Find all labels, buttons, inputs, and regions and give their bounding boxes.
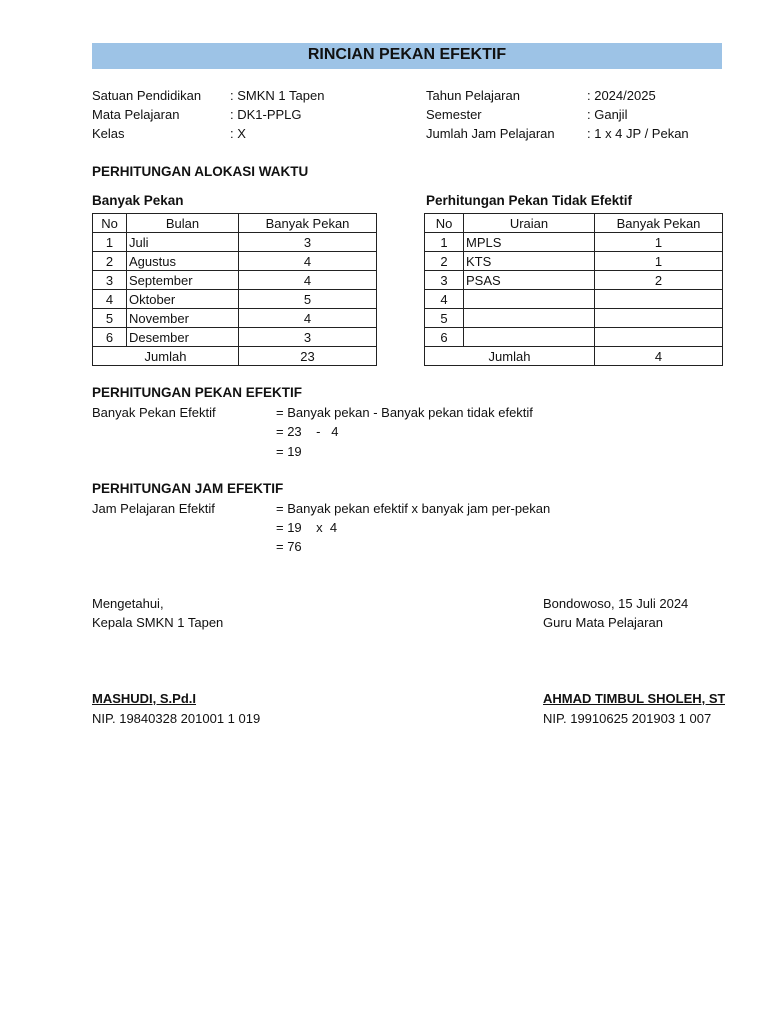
row-no: 6 — [425, 328, 464, 347]
info-label-satuan: Satuan Pendidikan — [92, 88, 202, 103]
info-value-jam: : 1 x 4 JP / Pekan — [587, 126, 689, 141]
sign-right-line2: Guru Mata Pelajaran — [543, 615, 663, 630]
table-row — [425, 309, 723, 328]
table-total-row — [93, 347, 377, 366]
info-label-kelas: Kelas — [92, 126, 125, 141]
row-no: 2 — [93, 252, 127, 271]
info-value-semester: : Ganjil — [587, 107, 628, 122]
row-no: 1 — [93, 233, 127, 252]
tidak-efektif-heading: Perhitungan Pekan Tidak Efektif — [426, 193, 633, 208]
table-row — [425, 290, 723, 309]
row-uraian — [464, 290, 595, 309]
banyak-pekan-table — [92, 213, 377, 366]
pekan-efektif-line: = Banyak pekan - Banyak pekan tidak efektif — [276, 405, 533, 420]
pekan-efektif-line: = 23 - 4 — [276, 424, 339, 439]
row-value: 2 — [595, 271, 723, 290]
row-bulan: Oktober — [127, 290, 239, 309]
row-no: 1 — [425, 233, 464, 252]
sign-right-nip-clip — [543, 711, 725, 729]
table-row — [425, 271, 723, 290]
row-bulan: September — [127, 271, 239, 290]
jam-efektif-heading: PERHITUNGAN JAM EFEKTIF — [92, 481, 284, 496]
jam-efektif-line: = 19 x 4 — [276, 520, 338, 535]
info-label-mapel: Mata Pelajaran — [92, 107, 180, 122]
total-value: 23 — [239, 347, 377, 366]
table-row — [93, 271, 377, 290]
info-label-tahun: Tahun Pelajaran — [426, 88, 520, 103]
row-no: 6 — [93, 328, 127, 347]
table-header-cell: No — [425, 214, 464, 233]
row-value — [595, 309, 723, 328]
row-value: 5 — [239, 290, 377, 309]
table-row — [93, 328, 377, 347]
row-value: 3 — [239, 328, 377, 347]
table-header-cell: Banyak Pekan — [239, 214, 377, 233]
banyak-pekan-heading: Banyak Pekan — [92, 193, 184, 208]
row-uraian: KTS — [464, 252, 595, 271]
sign-left-line1: Mengetahui, — [92, 596, 164, 611]
row-bulan: Juli — [127, 233, 239, 252]
info-value-mapel: : DK1-PPLG — [230, 107, 302, 122]
sign-left-name: MASHUDI, S.Pd.I — [92, 691, 197, 706]
row-value: 1 — [595, 252, 723, 271]
row-value: 4 — [239, 309, 377, 328]
table-row — [93, 290, 377, 309]
alokasi-heading: PERHITUNGAN ALOKASI WAKTU — [92, 164, 309, 179]
document-title: RINCIAN PEKAN EFEKTIF — [92, 43, 722, 69]
row-no: 5 — [425, 309, 464, 328]
sign-right-name-clip — [543, 691, 725, 709]
row-uraian — [464, 328, 595, 347]
info-label-semester: Semester — [426, 107, 482, 122]
jam-efektif-label: Jam Pelajaran Efektif — [92, 501, 215, 516]
table-row — [93, 252, 377, 271]
table-total-row — [425, 347, 723, 366]
row-value: 1 — [595, 233, 723, 252]
sign-right-nip: NIP. 19910625 201903 1 007 — [543, 711, 712, 726]
row-no: 3 — [93, 271, 127, 290]
table-header-cell: Uraian — [464, 214, 595, 233]
sign-left-nip: NIP. 19840328 201001 1 019 — [92, 711, 261, 726]
row-value: 3 — [239, 233, 377, 252]
table-header-cell: Banyak Pekan — [595, 214, 723, 233]
table-header-row — [93, 214, 377, 233]
row-value — [595, 290, 723, 309]
jam-efektif-line: = 76 — [276, 539, 302, 554]
pekan-efektif-label: Banyak Pekan Efektif — [92, 405, 216, 420]
row-no: 5 — [93, 309, 127, 328]
table-header-cell: Bulan — [127, 214, 239, 233]
table-header-cell: No — [93, 214, 127, 233]
row-bulan: Agustus — [127, 252, 239, 271]
pekan-efektif-heading: PERHITUNGAN PEKAN EFEKTIF — [92, 385, 303, 400]
total-value: 4 — [595, 347, 723, 366]
row-no: 4 — [93, 290, 127, 309]
row-no: 4 — [425, 290, 464, 309]
row-uraian: MPLS — [464, 233, 595, 252]
row-value — [595, 328, 723, 347]
table-header-row — [425, 214, 723, 233]
row-uraian: PSAS — [464, 271, 595, 290]
sign-right-line1: Bondowoso, 15 Juli 2024 — [543, 596, 689, 611]
row-value: 4 — [239, 271, 377, 290]
info-value-tahun: : 2024/2025 — [587, 88, 656, 103]
table-row — [425, 252, 723, 271]
row-no: 2 — [425, 252, 464, 271]
row-uraian — [464, 309, 595, 328]
table-row — [425, 233, 723, 252]
table-row — [93, 309, 377, 328]
tidak-efektif-table — [424, 213, 723, 366]
sign-right-name: AHMAD TIMBUL SHOLEH, ST — [543, 691, 725, 706]
sign-left-line2: Kepala SMKN 1 Tapen — [92, 615, 224, 630]
total-label: Jumlah — [93, 347, 239, 366]
table-row — [425, 328, 723, 347]
info-label-jam: Jumlah Jam Pelajaran — [426, 126, 555, 141]
info-value-kelas: : X — [230, 126, 246, 141]
jam-efektif-line: = Banyak pekan efektif x banyak jam per-pekan — [276, 501, 551, 516]
pekan-efektif-line: = 19 — [276, 444, 302, 459]
total-label: Jumlah — [425, 347, 595, 366]
row-bulan: November — [127, 309, 239, 328]
row-value: 4 — [239, 252, 377, 271]
table-row — [93, 233, 377, 252]
info-value-satuan: : SMKN 1 Tapen — [230, 88, 325, 103]
row-bulan: Desember — [127, 328, 239, 347]
row-no: 3 — [425, 271, 464, 290]
